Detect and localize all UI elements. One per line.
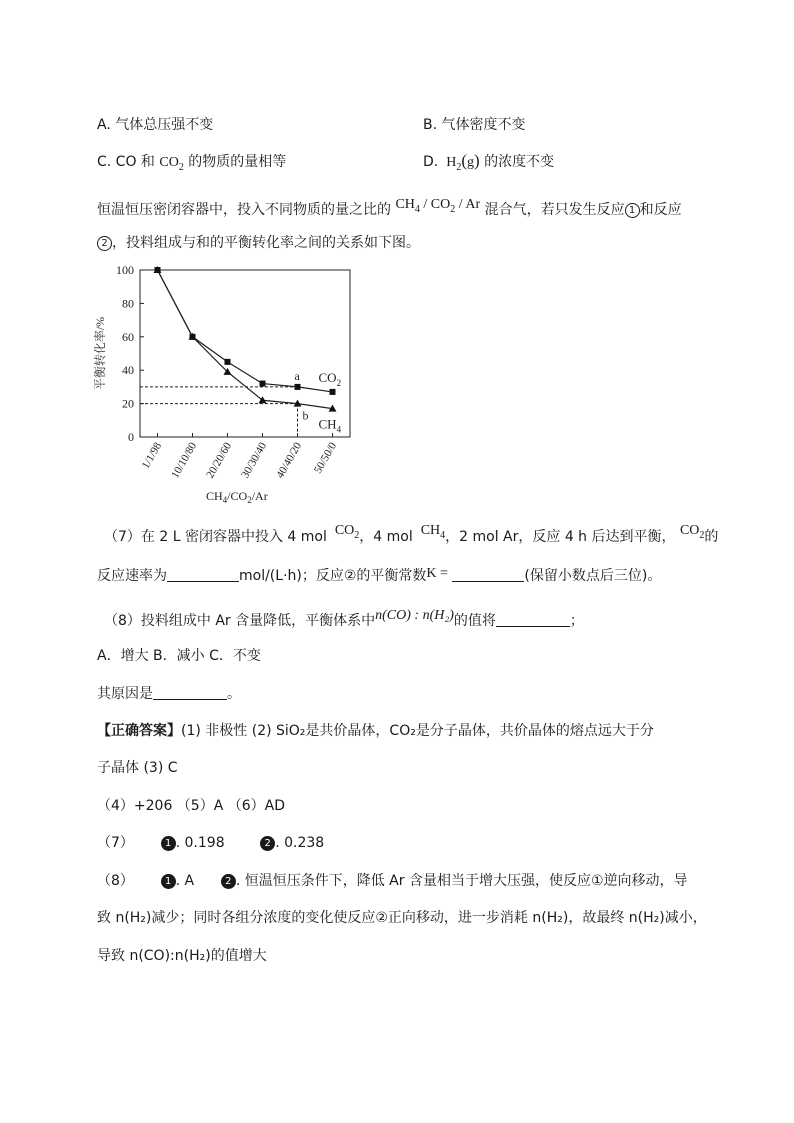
co2-point <box>260 381 266 387</box>
q7-text: （7）在 2 L 密闭容器中投入 4 mol <box>104 529 327 545</box>
y-axis-label: 平衡转化率/% <box>93 316 107 391</box>
q7-text: ，4 mol <box>359 529 413 545</box>
plot-frame <box>140 270 350 437</box>
answer-value: . 0.238 <box>275 835 325 851</box>
intro-text: ，投料组成与和的平衡转化率之间的关系如下图。 <box>112 235 420 251</box>
x-tick-label: 1/1/98 <box>139 440 165 471</box>
answer-line-2: 子晶体 (3) C <box>97 760 178 776</box>
co2-point <box>225 359 231 365</box>
reaction-2-marker: 2 <box>97 236 112 251</box>
answer-blank[interactable] <box>153 685 227 700</box>
q8-text: 其原因是 <box>97 686 153 702</box>
q8-options: A．增大 B．减小 C．不变 <box>97 648 261 664</box>
answer-value: . 恒温恒压条件下，降低 Ar 含量相当于增大压强，使反应①逆向移动，导 <box>235 873 688 889</box>
co2-line <box>158 270 333 392</box>
answer-line-7: 导致 n(CO):n(H₂)的值增大 <box>97 948 267 964</box>
option-c <box>97 151 286 171</box>
q7-text: mol/(L·h)；反应②的平衡常数 <box>239 568 427 584</box>
ratio-formula: n(CO) : n(H₂) <box>375 608 454 623</box>
q8-text: ； <box>569 613 584 629</box>
q7-text: 反应速率为 <box>97 568 167 584</box>
co2-series-label: $CO_2$ <box>318 369 342 388</box>
option-c-suffix: 的物质的量相等 <box>188 154 287 170</box>
reaction-1-marker: 1 <box>625 203 640 218</box>
y-tick-label: 40 <box>122 363 134 378</box>
intro-line-2 <box>97 232 420 252</box>
q7-text: (保留小数点后三位)。 <box>524 568 662 584</box>
part-2-marker: 2 <box>260 836 275 851</box>
answer-value: . 0.198 <box>175 835 225 851</box>
q7-line-1 <box>104 523 719 546</box>
q7-line-2 <box>97 565 661 585</box>
q8-text: 的值将 <box>453 613 496 629</box>
co2-formula: $CO_2$ <box>331 523 360 541</box>
annotation-a: a <box>294 368 300 383</box>
x-tick-label: 20/20/60 <box>204 440 235 481</box>
answer-heading: 【正确答案】 <box>97 723 181 739</box>
feed-ratio-formula: $CH_4 / CO_2$ / Ar <box>395 197 481 215</box>
answer-text: (1) 非极性 (2) SiO₂是共价晶体，CO₂是分子晶体，共价晶体的熔点远大于分 <box>181 723 654 739</box>
q8-reason <box>97 683 241 703</box>
x-axis-ticks <box>140 433 340 480</box>
y-tick-label: 0 <box>128 430 134 444</box>
answer-line-6: 致 n(H₂)减少；同时各组分浓度的变化使反应②正向移动，进一步消耗 n(H₂)，故最终 n(H₂)减小， <box>97 910 707 926</box>
answer-line-4 <box>97 832 324 852</box>
co2-point <box>295 384 301 390</box>
option-d-prefix: D. <box>423 154 439 170</box>
x-tick-label: 10/10/80 <box>169 440 200 481</box>
part-2-marker: 2 <box>221 874 236 889</box>
q8-text: （8）投料组成中 Ar 含量降低，平衡体系中 <box>104 613 376 629</box>
x-tick-label: 50/50/0 <box>311 440 340 476</box>
ch4-series-label: $CH_4$ <box>318 416 342 435</box>
intro-line-1 <box>97 199 682 219</box>
y-tick-label: 100 <box>116 263 134 277</box>
option-d-suffix: 的浓度不变 <box>484 154 555 170</box>
part-1-marker: 1 <box>161 836 176 851</box>
x-axis-label: $CH_4/CO_2/Ar$ <box>206 489 268 505</box>
intro-text: 和反应 <box>639 202 682 218</box>
q8-text: 。 <box>227 686 241 702</box>
co2-formula: $CO_2$ <box>679 523 705 541</box>
dashed-guides <box>140 387 298 437</box>
k-symbol: K = <box>426 566 448 581</box>
answer-text: （7） <box>97 835 134 851</box>
intro-text: 恒温恒压密闭容器中，投入不同物质的量之比的 <box>97 202 391 218</box>
answer-text: （8） <box>97 873 134 889</box>
part-1-marker: 1 <box>161 874 176 889</box>
conversion-chart <box>90 258 365 508</box>
q7-text: ，2 mol Ar，反应 4 h 后达到平衡， <box>445 529 676 545</box>
y-tick-label: 20 <box>122 396 134 411</box>
q7-text: 的 <box>704 529 719 545</box>
q8-line-1 <box>104 610 584 630</box>
series-layer <box>154 266 342 435</box>
option-b: B. 气体密度不变 <box>423 117 526 133</box>
answer-line-3: （4）+206 （5）A （6）AD <box>97 798 286 814</box>
x-tick-label: 40/40/20 <box>274 440 305 481</box>
co2-point <box>330 389 336 395</box>
answer-blank[interactable] <box>496 612 570 627</box>
option-d <box>423 151 554 171</box>
y-tick-label: 80 <box>122 296 134 311</box>
answer-line-5 <box>97 870 688 890</box>
option-a: A. 气体总压强不变 <box>97 117 214 133</box>
annotation-b: b <box>302 408 309 423</box>
answer-blank[interactable] <box>167 567 239 582</box>
intro-text: 混合气，若只发生反应 <box>484 202 625 218</box>
x-tick-label: 30/30/40 <box>239 440 270 481</box>
co2-formula: $CO_2$ <box>159 155 184 173</box>
answer-blank[interactable] <box>452 567 524 582</box>
answer-line-1 <box>97 720 654 740</box>
option-c-prefix: C. CO 和 <box>97 154 155 170</box>
h2g-formula: $H_2(g)$ <box>442 151 480 173</box>
y-tick-label: 60 <box>122 329 134 344</box>
ch4-formula: $CH_4$ <box>417 523 446 541</box>
answer-value: . A <box>175 873 195 889</box>
